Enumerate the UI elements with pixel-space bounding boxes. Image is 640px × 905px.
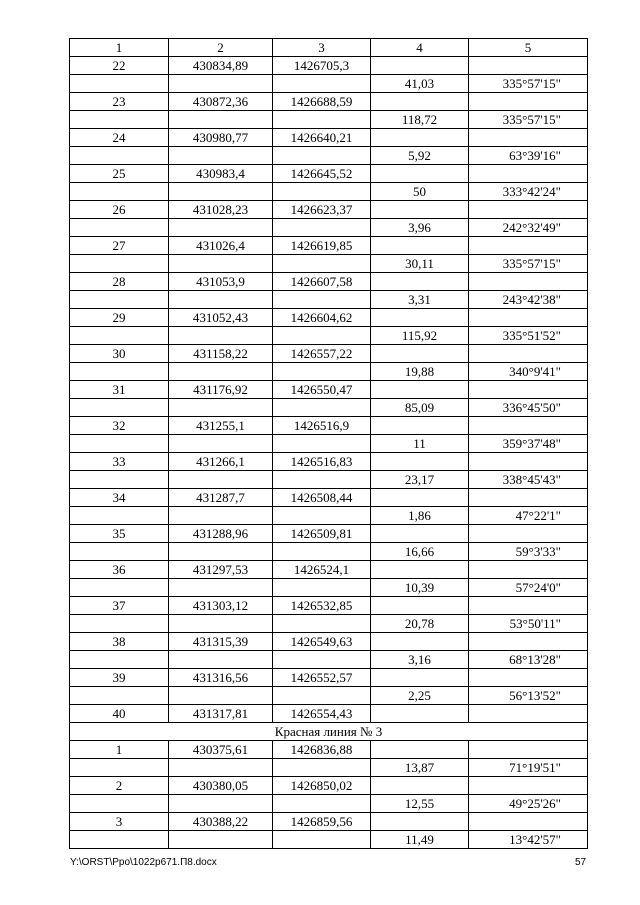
length-cell: 13,87 xyxy=(371,759,469,777)
point-number-cell: 34 xyxy=(70,489,169,507)
point-number-cell: 2 xyxy=(70,777,169,795)
angle-cell-empty xyxy=(469,237,588,255)
length-cell-empty xyxy=(371,201,469,219)
point-row xyxy=(70,777,588,795)
x-coordinate-cell-empty xyxy=(169,687,273,705)
angle-cell: 53°50'11" xyxy=(469,615,588,633)
length-cell-empty xyxy=(371,669,469,687)
point-number-cell: 30 xyxy=(70,345,169,363)
length-cell-empty xyxy=(371,237,469,255)
segment-row xyxy=(70,543,588,561)
y-coordinate-cell: 1426516,9 xyxy=(273,417,371,435)
point-number-cell: 26 xyxy=(70,201,169,219)
x-coordinate-cell: 430834,89 xyxy=(169,57,273,75)
point-row xyxy=(70,741,588,759)
point-number-cell: 40 xyxy=(70,705,169,723)
angle-cell-empty xyxy=(469,309,588,327)
point-row xyxy=(70,813,588,831)
length-cell: 85,09 xyxy=(371,399,469,417)
length-cell-empty xyxy=(371,489,469,507)
segment-row xyxy=(70,579,588,597)
angle-cell-empty xyxy=(469,417,588,435)
angle-cell: 13°42'57" xyxy=(469,831,588,849)
x-coordinate-cell: 430980,77 xyxy=(169,129,273,147)
angle-cell: 71°19'51" xyxy=(469,759,588,777)
length-cell: 3,16 xyxy=(371,651,469,669)
angle-cell-empty xyxy=(469,57,588,75)
point-number-cell: 29 xyxy=(70,309,169,327)
x-coordinate-cell-empty xyxy=(169,399,273,417)
angle-cell: 243°42'38" xyxy=(469,291,588,309)
angle-cell-empty xyxy=(469,93,588,111)
segment-row xyxy=(70,363,588,381)
angle-cell: 335°57'15" xyxy=(469,255,588,273)
y-coordinate-cell: 1426645,52 xyxy=(273,165,371,183)
point-row xyxy=(70,381,588,399)
x-coordinate-cell-empty xyxy=(169,219,273,237)
segment-row xyxy=(70,651,588,669)
length-cell: 3,96 xyxy=(371,219,469,237)
angle-cell: 63°39'16" xyxy=(469,147,588,165)
length-cell: 30,11 xyxy=(371,255,469,273)
angle-cell: 59°3'33" xyxy=(469,543,588,561)
y-coordinate-cell: 1426549,63 xyxy=(273,633,371,651)
y-coordinate-cell: 1426836,88 xyxy=(273,741,371,759)
point-number-cell: 37 xyxy=(70,597,169,615)
point-number-cell-empty xyxy=(70,795,169,813)
point-number-cell: 27 xyxy=(70,237,169,255)
x-coordinate-cell-empty xyxy=(169,651,273,669)
point-number-cell-empty xyxy=(70,651,169,669)
x-coordinate-cell: 430375,61 xyxy=(169,741,273,759)
length-cell-empty xyxy=(371,417,469,435)
length-cell: 50 xyxy=(371,183,469,201)
x-coordinate-cell: 431176,92 xyxy=(169,381,273,399)
y-coordinate-cell-empty xyxy=(273,687,371,705)
y-coordinate-cell-empty xyxy=(273,75,371,93)
angle-cell: 333°42'24" xyxy=(469,183,588,201)
header-cell-5: 5 xyxy=(469,39,588,57)
point-number-cell-empty xyxy=(70,291,169,309)
y-coordinate-cell: 1426859,56 xyxy=(273,813,371,831)
point-row xyxy=(70,561,588,579)
point-number-cell-empty xyxy=(70,507,169,525)
x-coordinate-cell-empty xyxy=(169,759,273,777)
length-cell: 41,03 xyxy=(371,75,469,93)
x-coordinate-cell-empty xyxy=(169,291,273,309)
y-coordinate-cell: 1426607,58 xyxy=(273,273,371,291)
point-number-cell: 1 xyxy=(70,741,169,759)
y-coordinate-cell: 1426640,21 xyxy=(273,129,371,147)
y-coordinate-cell-empty xyxy=(273,291,371,309)
angle-cell-empty xyxy=(469,453,588,471)
point-row xyxy=(70,345,588,363)
length-cell: 12,55 xyxy=(371,795,469,813)
x-coordinate-cell: 431316,56 xyxy=(169,669,273,687)
section-heading-cell: Красная линия № 3 xyxy=(70,723,588,741)
point-number-cell-empty xyxy=(70,399,169,417)
x-coordinate-cell: 430388,22 xyxy=(169,813,273,831)
length-cell-empty xyxy=(371,57,469,75)
point-row xyxy=(70,669,588,687)
segment-row xyxy=(70,795,588,813)
x-coordinate-cell-empty xyxy=(169,435,273,453)
x-coordinate-cell-empty xyxy=(169,831,273,849)
point-row xyxy=(70,237,588,255)
y-coordinate-cell: 1426604,62 xyxy=(273,309,371,327)
length-cell-empty xyxy=(371,165,469,183)
angle-cell-empty xyxy=(469,201,588,219)
point-number-cell-empty xyxy=(70,363,169,381)
angle-cell: 57°24'0" xyxy=(469,579,588,597)
y-coordinate-cell-empty xyxy=(273,759,371,777)
y-coordinate-cell-empty xyxy=(273,363,371,381)
length-cell-empty xyxy=(371,345,469,363)
x-coordinate-cell-empty xyxy=(169,147,273,165)
segment-row xyxy=(70,111,588,129)
x-coordinate-cell: 431266,1 xyxy=(169,453,273,471)
y-coordinate-cell: 1426623,37 xyxy=(273,201,371,219)
segment-row xyxy=(70,831,588,849)
point-row xyxy=(70,489,588,507)
header-cell-4: 4 xyxy=(371,39,469,57)
length-cell-empty xyxy=(371,777,469,795)
y-coordinate-cell-empty xyxy=(273,399,371,417)
angle-cell: 68°13'28" xyxy=(469,651,588,669)
x-coordinate-cell-empty xyxy=(169,75,273,93)
y-coordinate-cell: 1426524,1 xyxy=(273,561,371,579)
y-coordinate-cell-empty xyxy=(273,615,371,633)
angle-cell-empty xyxy=(469,705,588,723)
point-number-cell: 35 xyxy=(70,525,169,543)
angle-cell-empty xyxy=(469,813,588,831)
point-number-cell: 32 xyxy=(70,417,169,435)
point-number-cell: 39 xyxy=(70,669,169,687)
point-number-cell-empty xyxy=(70,759,169,777)
point-number-cell: 24 xyxy=(70,129,169,147)
x-coordinate-cell-empty xyxy=(169,795,273,813)
x-coordinate-cell: 431028,23 xyxy=(169,201,273,219)
length-cell-empty xyxy=(371,273,469,291)
x-coordinate-cell-empty xyxy=(169,183,273,201)
x-coordinate-cell: 431026,4 xyxy=(169,237,273,255)
x-coordinate-cell: 431287,7 xyxy=(169,489,273,507)
length-cell: 118,72 xyxy=(371,111,469,129)
angle-cell: 338°45'43" xyxy=(469,471,588,489)
angle-cell: 47°22'1" xyxy=(469,507,588,525)
y-coordinate-cell: 1426688,59 xyxy=(273,93,371,111)
angle-cell-empty xyxy=(469,489,588,507)
header-row xyxy=(70,39,588,57)
segment-row xyxy=(70,291,588,309)
y-coordinate-cell: 1426619,85 xyxy=(273,237,371,255)
segment-row xyxy=(70,687,588,705)
header-cell-1: 1 xyxy=(70,39,169,57)
y-coordinate-cell-empty xyxy=(273,183,371,201)
point-number-cell-empty xyxy=(70,615,169,633)
y-coordinate-cell: 1426557,22 xyxy=(273,345,371,363)
x-coordinate-cell-empty xyxy=(169,327,273,345)
x-coordinate-cell: 431158,22 xyxy=(169,345,273,363)
y-coordinate-cell-empty xyxy=(273,147,371,165)
segment-row xyxy=(70,471,588,489)
y-coordinate-cell-empty xyxy=(273,327,371,345)
y-coordinate-cell-empty xyxy=(273,219,371,237)
x-coordinate-cell-empty xyxy=(169,543,273,561)
y-coordinate-cell-empty xyxy=(273,579,371,597)
point-number-cell-empty xyxy=(70,219,169,237)
x-coordinate-cell: 431052,43 xyxy=(169,309,273,327)
point-number-cell-empty xyxy=(70,183,169,201)
footer-file-path: Y:\ORST\Ppo\1022p671.П8.docx xyxy=(70,857,217,868)
angle-cell-empty xyxy=(469,561,588,579)
x-coordinate-cell: 431297,53 xyxy=(169,561,273,579)
x-coordinate-cell: 431303,12 xyxy=(169,597,273,615)
angle-cell-empty xyxy=(469,273,588,291)
y-coordinate-cell: 1426705,3 xyxy=(273,57,371,75)
point-row xyxy=(70,453,588,471)
point-number-cell: 25 xyxy=(70,165,169,183)
y-coordinate-cell: 1426552,57 xyxy=(273,669,371,687)
length-cell: 2,25 xyxy=(371,687,469,705)
length-cell: 11 xyxy=(371,435,469,453)
point-row xyxy=(70,417,588,435)
y-coordinate-cell: 1426532,85 xyxy=(273,597,371,615)
point-number-cell-empty xyxy=(70,471,169,489)
x-coordinate-cell: 430380,05 xyxy=(169,777,273,795)
x-coordinate-cell-empty xyxy=(169,471,273,489)
point-row xyxy=(70,165,588,183)
point-number-cell-empty xyxy=(70,111,169,129)
segment-row xyxy=(70,327,588,345)
y-coordinate-cell: 1426508,44 xyxy=(273,489,371,507)
length-cell-empty xyxy=(371,597,469,615)
x-coordinate-cell-empty xyxy=(169,255,273,273)
angle-cell-empty xyxy=(469,525,588,543)
length-cell: 19,88 xyxy=(371,363,469,381)
length-cell: 5,92 xyxy=(371,147,469,165)
y-coordinate-cell-empty xyxy=(273,111,371,129)
length-cell: 20,78 xyxy=(371,615,469,633)
x-coordinate-cell-empty xyxy=(169,615,273,633)
angle-cell: 340°9'41" xyxy=(469,363,588,381)
point-row xyxy=(70,201,588,219)
header-cell-2: 2 xyxy=(169,39,273,57)
point-number-cell-empty xyxy=(70,327,169,345)
length-cell-empty xyxy=(371,561,469,579)
length-cell: 23,17 xyxy=(371,471,469,489)
section-heading-row xyxy=(70,723,588,741)
angle-cell: 359°37'48" xyxy=(469,435,588,453)
x-coordinate-cell: 431315,39 xyxy=(169,633,273,651)
angle-cell: 49°25'26" xyxy=(469,795,588,813)
length-cell: 10,39 xyxy=(371,579,469,597)
x-coordinate-cell: 430983,4 xyxy=(169,165,273,183)
point-number-cell: 22 xyxy=(70,57,169,75)
angle-cell: 56°13'52" xyxy=(469,687,588,705)
point-row xyxy=(70,57,588,75)
header-cell-3: 3 xyxy=(273,39,371,57)
length-cell: 16,66 xyxy=(371,543,469,561)
point-number-cell-empty xyxy=(70,543,169,561)
point-row xyxy=(70,273,588,291)
y-coordinate-cell-empty xyxy=(273,543,371,561)
angle-cell: 336°45'50" xyxy=(469,399,588,417)
angle-cell-empty xyxy=(469,129,588,147)
point-number-cell-empty xyxy=(70,255,169,273)
point-number-cell-empty xyxy=(70,147,169,165)
x-coordinate-cell-empty xyxy=(169,363,273,381)
footer-page-number: 57 xyxy=(575,857,587,868)
angle-cell-empty xyxy=(469,345,588,363)
angle-cell: 335°57'15" xyxy=(469,75,588,93)
point-row xyxy=(70,597,588,615)
coordinates-table xyxy=(69,38,588,849)
segment-row xyxy=(70,183,588,201)
length-cell-empty xyxy=(371,453,469,471)
point-number-cell: 23 xyxy=(70,93,169,111)
length-cell-empty xyxy=(371,381,469,399)
y-coordinate-cell-empty xyxy=(273,507,371,525)
point-row xyxy=(70,633,588,651)
angle-cell-empty xyxy=(469,669,588,687)
angle-cell: 335°57'15" xyxy=(469,111,588,129)
y-coordinate-cell-empty xyxy=(273,651,371,669)
segment-row xyxy=(70,507,588,525)
length-cell: 3,31 xyxy=(371,291,469,309)
segment-row xyxy=(70,759,588,777)
segment-row xyxy=(70,75,588,93)
point-number-cell-empty xyxy=(70,687,169,705)
segment-row xyxy=(70,435,588,453)
segment-row xyxy=(70,219,588,237)
y-coordinate-cell-empty xyxy=(273,471,371,489)
length-cell-empty xyxy=(371,705,469,723)
length-cell-empty xyxy=(371,741,469,759)
point-number-cell-empty xyxy=(70,579,169,597)
point-number-cell: 33 xyxy=(70,453,169,471)
point-row xyxy=(70,705,588,723)
length-cell: 1,86 xyxy=(371,507,469,525)
y-coordinate-cell: 1426850,02 xyxy=(273,777,371,795)
point-number-cell: 38 xyxy=(70,633,169,651)
length-cell-empty xyxy=(371,525,469,543)
y-coordinate-cell: 1426516,83 xyxy=(273,453,371,471)
angle-cell-empty xyxy=(469,777,588,795)
point-number-cell: 28 xyxy=(70,273,169,291)
length-cell: 115,92 xyxy=(371,327,469,345)
angle-cell-empty xyxy=(469,597,588,615)
angle-cell: 242°32'49" xyxy=(469,219,588,237)
point-row xyxy=(70,129,588,147)
y-coordinate-cell-empty xyxy=(273,435,371,453)
angle-cell-empty xyxy=(469,165,588,183)
length-cell-empty xyxy=(371,93,469,111)
x-coordinate-cell-empty xyxy=(169,579,273,597)
point-number-cell-empty xyxy=(70,435,169,453)
length-cell-empty xyxy=(371,633,469,651)
angle-cell-empty xyxy=(469,381,588,399)
segment-row xyxy=(70,147,588,165)
x-coordinate-cell-empty xyxy=(169,507,273,525)
segment-row xyxy=(70,615,588,633)
length-cell: 11,49 xyxy=(371,831,469,849)
point-row xyxy=(70,93,588,111)
x-coordinate-cell-empty xyxy=(169,111,273,129)
point-row xyxy=(70,309,588,327)
angle-cell-empty xyxy=(469,633,588,651)
point-number-cell: 36 xyxy=(70,561,169,579)
point-number-cell: 31 xyxy=(70,381,169,399)
x-coordinate-cell: 431053,9 xyxy=(169,273,273,291)
y-coordinate-cell: 1426554,43 xyxy=(273,705,371,723)
point-row xyxy=(70,525,588,543)
x-coordinate-cell: 430872,36 xyxy=(169,93,273,111)
point-number-cell-empty xyxy=(70,831,169,849)
segment-row xyxy=(70,255,588,273)
x-coordinate-cell: 431317,81 xyxy=(169,705,273,723)
x-coordinate-cell: 431288,96 xyxy=(169,525,273,543)
y-coordinate-cell-empty xyxy=(273,831,371,849)
length-cell-empty xyxy=(371,813,469,831)
length-cell-empty xyxy=(371,129,469,147)
y-coordinate-cell-empty xyxy=(273,795,371,813)
y-coordinate-cell-empty xyxy=(273,255,371,273)
x-coordinate-cell: 431255,1 xyxy=(169,417,273,435)
point-number-cell: 3 xyxy=(70,813,169,831)
angle-cell-empty xyxy=(469,741,588,759)
angle-cell: 335°51'52" xyxy=(469,327,588,345)
y-coordinate-cell: 1426550,47 xyxy=(273,381,371,399)
length-cell-empty xyxy=(371,309,469,327)
segment-row xyxy=(70,399,588,417)
y-coordinate-cell: 1426509,81 xyxy=(273,525,371,543)
point-number-cell-empty xyxy=(70,75,169,93)
